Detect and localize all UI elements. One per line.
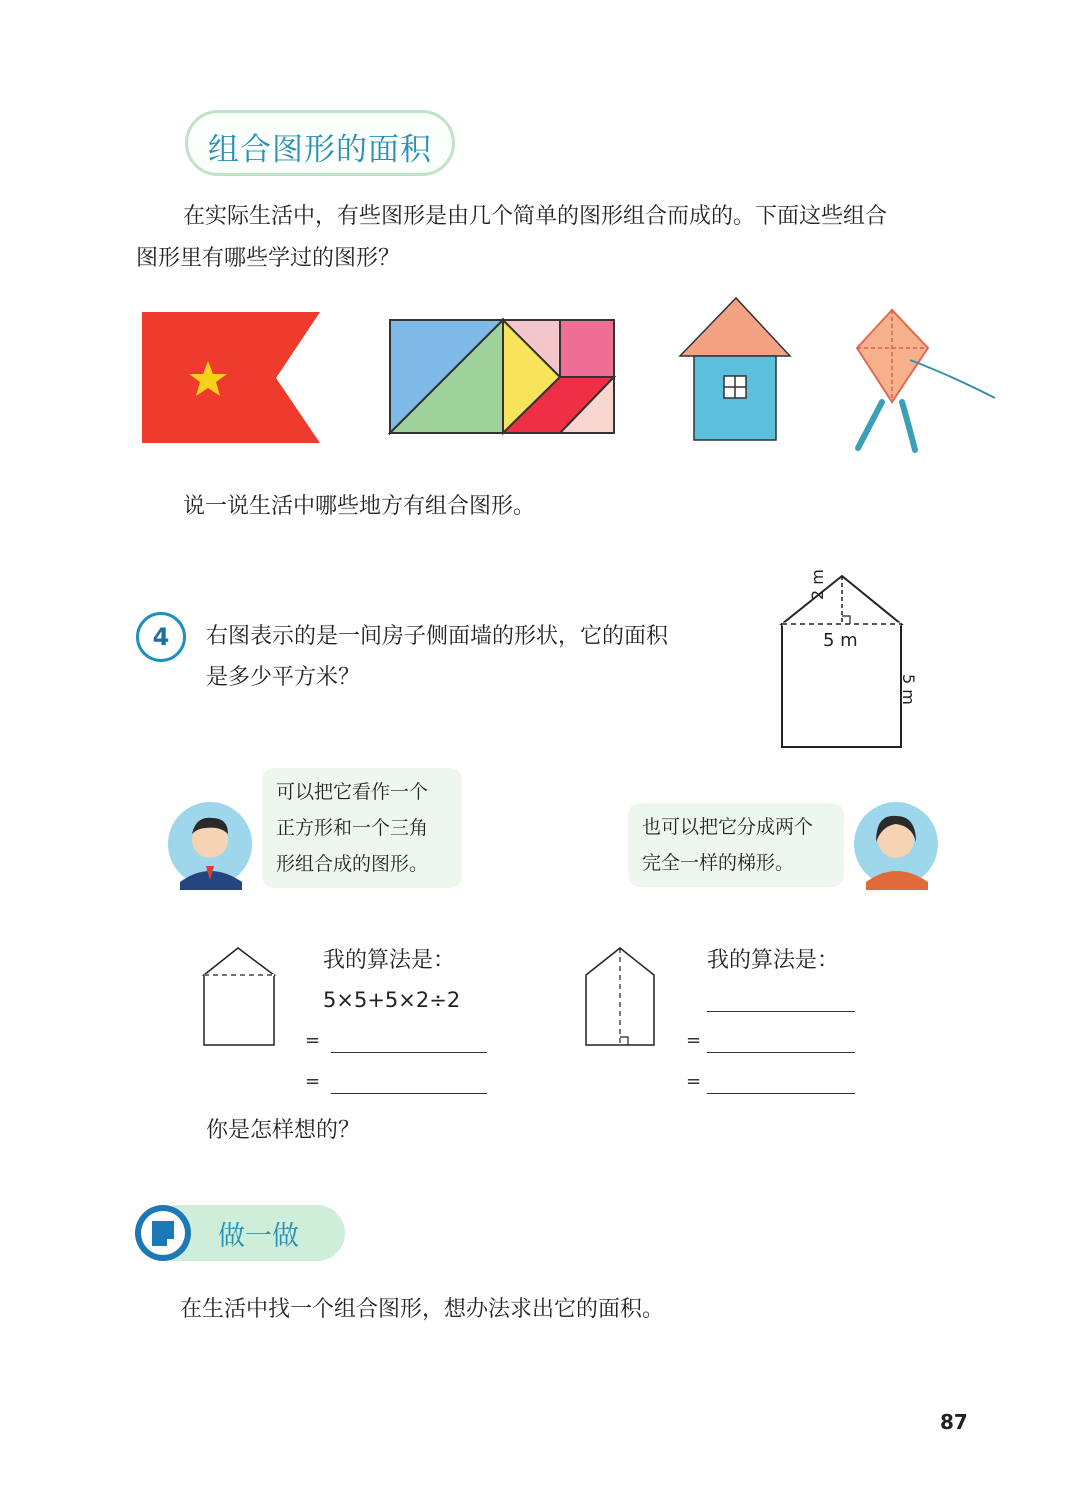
method-right-blank-2 [707, 1093, 855, 1094]
method-right-label: 我的算法是： [707, 948, 840, 973]
method-left-shape [200, 945, 280, 1050]
page-number: 87 [940, 1410, 968, 1434]
bubble-right-line: 完全一样的梯形。 [642, 852, 795, 874]
dim-width: 5 m [823, 630, 858, 651]
method-right-blank-1 [707, 1052, 855, 1053]
intro-line-1: 在实际生活中，有些图形是由几个简单的图形组合而成的。下面这些组合 [183, 204, 888, 229]
flag-figure [142, 312, 320, 443]
bubble-right [628, 803, 844, 887]
method-left-eq1: = [305, 1030, 321, 1051]
bubble-left-line: 形组合成的图形。 [276, 853, 429, 875]
girl-avatar [852, 798, 942, 890]
method-left-eq2: = [305, 1071, 321, 1092]
bubble-right-line: 也可以把它分成两个 [642, 816, 814, 838]
composite-figures [130, 290, 1010, 460]
page-icon [133, 1203, 195, 1263]
boy-avatar [166, 800, 256, 890]
bubble-left [262, 768, 462, 888]
discuss-text: 说一说生活中哪些地方有组合图形。 [183, 494, 536, 519]
method-left-label: 我的算法是： [323, 948, 456, 973]
method-right-blank-0 [707, 1011, 855, 1012]
example-number: 4 [136, 612, 186, 662]
method-left-blank-2 [331, 1093, 487, 1094]
method-right-eq1: = [686, 1030, 702, 1051]
method-left-blank-1 [331, 1052, 487, 1053]
example-line-1: 右图表示的是一间房子侧面墙的形状，它的面积 [206, 624, 669, 649]
house-figure [680, 298, 790, 440]
think-question: 你是怎样想的？ [206, 1118, 361, 1143]
method-right-eq2: = [686, 1071, 702, 1092]
wall-diagram [770, 570, 940, 760]
example-line-2: 是多少平方米？ [206, 665, 361, 690]
intro-line-2: 图形里有哪些学过的图形？ [136, 246, 401, 271]
method-left-expression: 5×5+5×2÷2 [323, 988, 461, 1012]
method-right-shape [582, 945, 662, 1050]
section-title: 组合图形的面积 [208, 132, 432, 168]
dim-triangle-height: 2 m [808, 569, 827, 600]
dim-side: 5 m [899, 674, 918, 705]
bubble-left-line: 正方形和一个三角 [276, 817, 429, 839]
task-text: 在生活中找一个组合图形，想办法求出它的面积。 [180, 1297, 665, 1322]
tangram-figure [390, 320, 614, 433]
bubble-left-line: 可以把它看作一个 [276, 781, 429, 803]
do-it-label: 做一做 [218, 1221, 299, 1252]
kite-figure [857, 310, 995, 450]
